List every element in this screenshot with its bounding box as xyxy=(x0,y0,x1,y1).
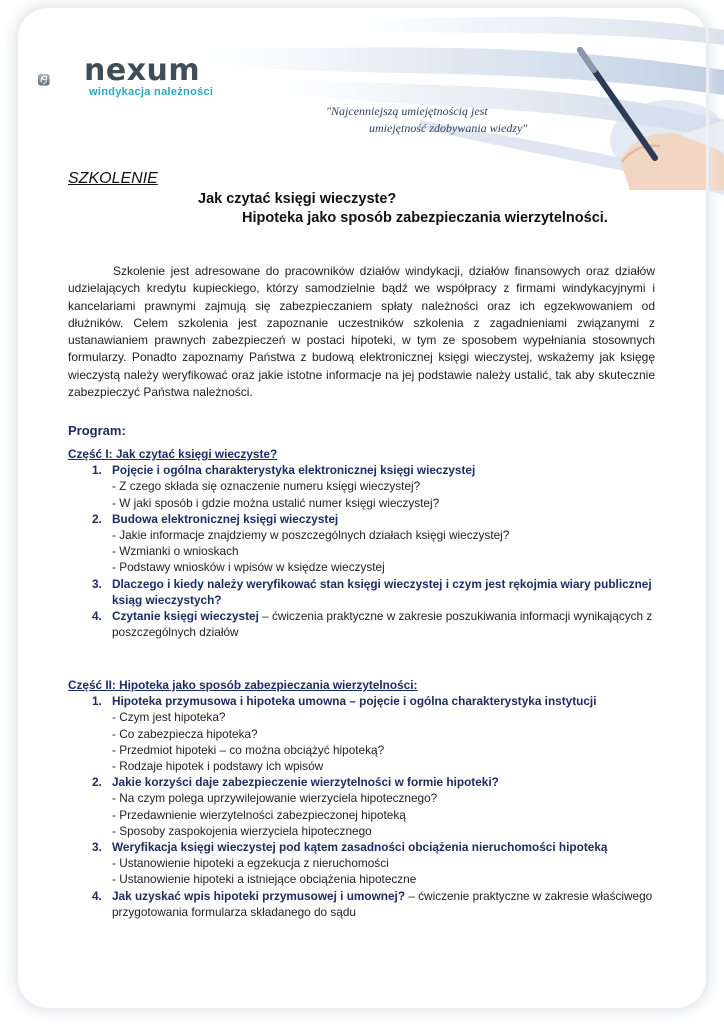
document-label: SZKOLENIE xyxy=(68,170,158,187)
part-2-item xyxy=(68,693,668,709)
motto-line-2: umiejętność zdobywania wiedzy" xyxy=(369,121,528,135)
sub-point: - W jaki sposób i gdzie można ustalić numer księgi wieczystej? xyxy=(68,495,668,511)
part-1-item xyxy=(68,462,668,478)
sub-point: - Jakie informacje znajdziemy w poszczególnych działach księgi wieczystej? xyxy=(68,527,668,543)
part-2-title: Część II: Hipoteka jako sposób zabezpieczania wierzytelności: xyxy=(68,678,418,692)
sub-point: - Przedawnienie wierzytelności zabezpieczonej hipoteką xyxy=(68,807,668,823)
item-number: 1. xyxy=(92,463,102,478)
item-heading: Pojęcie i ogólna charakterystyka elektronicznej księgi wieczystej xyxy=(112,463,476,478)
motto-quote xyxy=(326,103,527,137)
program-heading: Program: xyxy=(68,423,126,438)
sub-point: - Ustanowienie hipoteki a istniejące obciążenia hipoteczne xyxy=(68,871,668,887)
logo-tagline: windykacja należności xyxy=(89,86,214,98)
writing-hand-illustration xyxy=(560,40,724,190)
part-1-section xyxy=(68,446,668,640)
sub-point: - Wzmianki o wnioskach xyxy=(68,543,668,559)
item-heading: Czytanie księgi wieczystej xyxy=(112,609,259,624)
item-description: – ćwiczenia praktyczne w zakresie poszukiwania informacji wynikających z poszczególnych działów xyxy=(112,609,653,640)
sub-point: - Ustanowienie hipoteki a egzekucja z nieruchomości xyxy=(68,855,668,871)
item-heading: Weryfikacja księgi wieczystej pod kątem zasadności obciążenia nieruchomości hipoteką xyxy=(112,840,608,855)
item-heading: Budowa elektronicznej księgi wieczystej xyxy=(112,511,339,526)
item-number: 2. xyxy=(92,775,102,790)
sub-point: - Sposoby zaspokojenia wierzyciela hipotecznego xyxy=(68,823,668,839)
item-number: 3. xyxy=(92,840,102,855)
document-title-line-2: Hipoteka jako sposób zabezpieczania wierzytelności. xyxy=(242,210,608,226)
item-number: 2. xyxy=(92,511,102,526)
item-number: 4. xyxy=(92,609,102,624)
logo-name: nexum xyxy=(84,53,201,88)
sub-point: - Przedmiot hipoteki – co można obciążyć hipoteką? xyxy=(68,742,668,758)
sub-point: - Podstawy wniosków i wpisów w księdze wieczystej xyxy=(68,559,668,575)
sub-point: - Na czym polega uprzywilejowanie wierzyciela hipotecznego? xyxy=(68,790,668,806)
item-number: 4. xyxy=(92,888,102,903)
part-1-item xyxy=(68,576,668,608)
document-title-line-1: Jak czytać księgi wieczyste? xyxy=(198,191,397,207)
item-heading: Dlaczego i kiedy należy weryfikować stan księgi wieczystej i czym jest rękojmia wiary publicznej ksiąg wieczystych? xyxy=(112,576,652,607)
part-2-item xyxy=(68,774,668,790)
part-2-item xyxy=(68,839,668,855)
part-2-section xyxy=(68,677,668,920)
nexum-logo-mark xyxy=(38,55,88,105)
part-1-item xyxy=(68,511,668,527)
sub-point: - Z czego składa się oznaczenie numeru księgi wieczystej? xyxy=(68,478,668,494)
intro-paragraph: Szkolenie jest adresowane do pracowników działów windykacji, działów finansowych oraz działów udzielających kredytu kupieckiego, którzy samodzielnie bądź we współpracy z firmami windykacyjnymi i kancelariami prawnymi zajmują się zabezpieczaniem spłaty należności oraz ich egzekwowaniem od dłużników. Celem szkolenia jest zapoznanie uczestników szkolenia z zagadnieniami związanymi z ustanawianiem prawnych zabezpieczeń w postaci hipoteki, w tym ze sposobem wypełniania stosownych formularzy. Ponadto zapoznamy Państwa z budową elektronicznej księgi wieczystej, wskażemy jak księgę wieczystą należy weryfikować oraz jakie istotne informacje na jej podstawie należy ustalić, tak aby skutecznie zabezpieczyć Państwa należności. xyxy=(68,264,655,400)
motto-line-1: "Najcenniejszą umiejętnością jest xyxy=(326,104,488,118)
part-2-item xyxy=(68,888,668,920)
item-number: 1. xyxy=(92,694,102,709)
sub-point: - Co zabezpiecza hipoteka? xyxy=(68,726,668,742)
item-heading: Hipoteka przymusowa i hipoteka umowna – pojęcie i ogólna charakterystyka instytucji xyxy=(112,694,597,709)
sub-point: - Czym jest hipoteka? xyxy=(68,709,668,725)
part-1-title: Część I: Jak czytać księgi wieczyste? xyxy=(68,447,278,461)
item-heading: Jakie korzyści daje zabezpieczenie wierzytelności w formie hipoteki? xyxy=(112,775,499,790)
item-number: 3. xyxy=(92,576,102,591)
part-1-item xyxy=(68,608,668,640)
sub-point: - Rodzaje hipotek i podstawy ich wpisów xyxy=(68,758,668,774)
item-heading: Jak uzyskać wpis hipoteki przymusowej i umownej? xyxy=(112,888,406,903)
item-description: – ćwiczenie praktyczne w zakresie właściwego przygotowania formularza składanego do sądu xyxy=(112,888,653,919)
